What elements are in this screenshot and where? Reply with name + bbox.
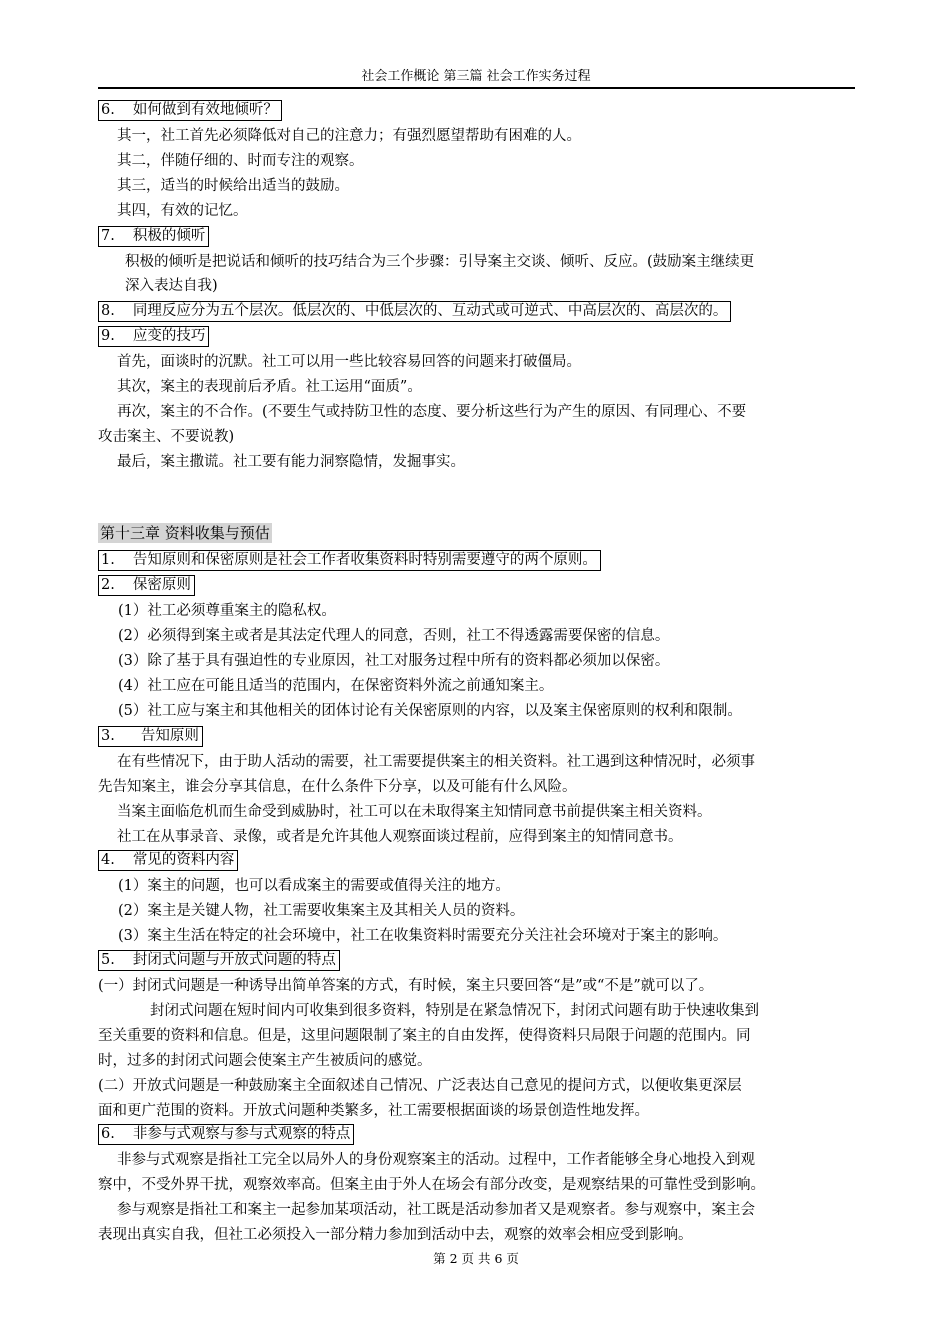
paragraph: 察中，不受外界干扰，观察效率高。但案主由于外人在场会有部分改变，是观察结果的可靠性受到影响。 <box>98 1177 765 1193</box>
heading-text: 如何做到有效地倾听？ <box>132 102 278 118</box>
heading-text: 封闭式问题与开放式问题的特点 <box>132 952 336 968</box>
paragraph: 非参与式观察是指社工完全以局外人的身份观察案主的活动。过程中，工作者能够全身心地投入到观 <box>117 1152 755 1168</box>
heading-number: 5. <box>101 952 115 968</box>
heading-text: 同理反应分为五个层次。低层次的、中低层次的、互动式或可逆式、中高层次的、高层次的。 <box>132 303 728 319</box>
heading-text: 告知原则和保密原则是社会工作者收集资料时特别需要遵守的两个原则。 <box>132 552 597 568</box>
heading-9-coping-skills <box>98 326 858 347</box>
heading-number: 3. <box>101 728 115 744</box>
heading-number: 6. <box>101 102 115 118</box>
paragraph: 其一，社工首先必须降低对自己的注意力；有强烈愿望帮助有困难的人。 <box>117 128 581 144</box>
paragraph: 再次，案主的不合作。(不要生气或持防卫性的态度、要分析这些行为产生的原因、有同理心、不要 <box>117 404 747 420</box>
heading-8-empathy-levels <box>98 301 858 322</box>
paragraph: 封闭式问题在短时间内可收集到很多资料，特别是在紧急情况下，封闭式问题有助于快速收集到 <box>150 1003 759 1019</box>
heading-text: 积极的倾听 <box>132 228 206 244</box>
heading-text: 应变的技巧 <box>132 328 206 344</box>
heading-number: 9. <box>101 328 115 344</box>
paragraph: 其次，案主的表现前后矛盾。社工运用“面质”。 <box>117 379 422 395</box>
list-item: (3）案主生活在特定的社会环境中，社工在收集资料时需要充分关注社会环境对于案主的影响。 <box>118 928 728 944</box>
heading-7-active-listening <box>98 226 858 247</box>
heading-number: 4. <box>101 852 115 868</box>
list-item: (2）必须得到案主或者是其法定代理人的同意，否则，社工不得透露需要保密的信息。 <box>118 628 670 644</box>
paragraph: 首先，面谈时的沉默。社工可以用一些比较容易回答的问题来打破僵局。 <box>117 354 581 370</box>
heading-number: 6. <box>101 1126 115 1142</box>
paragraph: 当案主面临危机而生命受到威胁时，社工可以在未取得案主知情同意书前提供案主相关资料。 <box>117 804 712 820</box>
heading-1-principles <box>98 550 858 571</box>
heading-number: 1. <box>101 552 115 568</box>
heading-number: 8. <box>101 303 115 319</box>
chapter-title: 第十三章 资料收集与预估 <box>100 524 270 542</box>
paragraph: 社工在从事录音、录像，或者是允许其他人观察面谈过程前，应得到案主的知情同意书。 <box>117 829 683 845</box>
paragraph: (二）开放式问题是一种鼓励案主全面叙述自己情况、广泛表达自己意见的提问方式，以便收集更深层 <box>98 1078 742 1094</box>
heading-6-listening <box>98 100 858 121</box>
heading-6-observation <box>98 1124 858 1145</box>
paragraph: 表现出真实自我，但社工必须投入一部分精力参加到活动中去，观察的效率会相应受到影响。 <box>98 1227 693 1243</box>
paragraph: 面和更广范围的资料。开放式问题种类繁多，社工需要根据面谈的场景创造性地发挥。 <box>98 1103 649 1119</box>
list-item: (2）案主是关键人物，社工需要收集案主及其相关人员的资料。 <box>118 903 525 919</box>
list-item: (3）除了基于具有强迫性的专业原因，社工对服务过程中所有的资料都必须加以保密。 <box>118 653 670 669</box>
heading-text: 保密原则 <box>132 577 191 593</box>
paragraph: 积极的倾听是把说话和倾听的技巧结合为三个步骤：引导案主交谈、倾听、反应。(鼓励案主继续更 <box>125 254 755 270</box>
heading-text: 告知原则 <box>140 728 199 744</box>
paragraph: 至关重要的资料和信息。但是，这里问题限制了案主的自由发挥，使得资料只局限于问题的范围内。同 <box>98 1028 751 1044</box>
list-item: (1）案主的问题，也可以看成案主的需要或值得关注的地方。 <box>118 878 510 894</box>
paragraph: (一）封闭式问题是一种诱导出简单答案的方式，有时候，案主只要回答“是”或“不是”就可以了。 <box>98 978 714 994</box>
heading-3-informed-consent <box>98 726 858 747</box>
paragraph: 最后，案主撒谎。社工要有能力洞察隐情，发掘事实。 <box>117 454 465 470</box>
paragraph: 其三，适当的时候给出适当的鼓励。 <box>117 178 349 194</box>
paragraph: 在有些情况下，由于助人活动的需要，社工需要提供案主的相关资料。社工遇到这种情况时，必须事 <box>117 754 755 770</box>
paragraph: 深入表达自我) <box>125 278 218 294</box>
list-item: (5）社工应与案主和其他相关的团体讨论有关保密原则的内容，以及案主保密原则的权利和限制。 <box>118 703 742 719</box>
header-rule <box>98 87 855 89</box>
list-item: (1）社工必须尊重案主的隐私权。 <box>118 603 336 619</box>
paragraph: 时，过多的封闭式问题会使案主产生被质问的感觉。 <box>98 1053 432 1069</box>
list-item: (4）社工应在可能且适当的范围内，在保密资料外流之前通知案主。 <box>118 678 554 694</box>
paragraph: 其二，伴随仔细的、时而专注的观察。 <box>117 153 364 169</box>
heading-number: 2. <box>101 577 115 593</box>
paragraph: 攻击案主、不要说教) <box>98 429 235 445</box>
paragraph: 先告知案主，谁会分享其信息，在什么条件下分享，以及可能有什么风险。 <box>98 779 577 795</box>
paragraph: 参与观察是指社工和案主一起参加某项活动，社工既是活动参加者又是观察者。参与观察中，案主会 <box>117 1202 755 1218</box>
heading-text: 非参与式观察与参与式观察的特点 <box>132 1126 351 1142</box>
heading-5-question-types <box>98 950 858 971</box>
running-header: 社会工作概论 第三篇 社会工作实务过程 <box>361 69 591 84</box>
heading-text: 常见的资料内容 <box>132 852 235 868</box>
paragraph: 其四，有效的记忆。 <box>117 203 248 219</box>
heading-4-common-data <box>98 850 858 871</box>
heading-2-confidentiality <box>98 575 858 596</box>
heading-number: 7. <box>101 228 115 244</box>
page-number: 第 2 页 共 6 页 <box>433 1251 519 1266</box>
